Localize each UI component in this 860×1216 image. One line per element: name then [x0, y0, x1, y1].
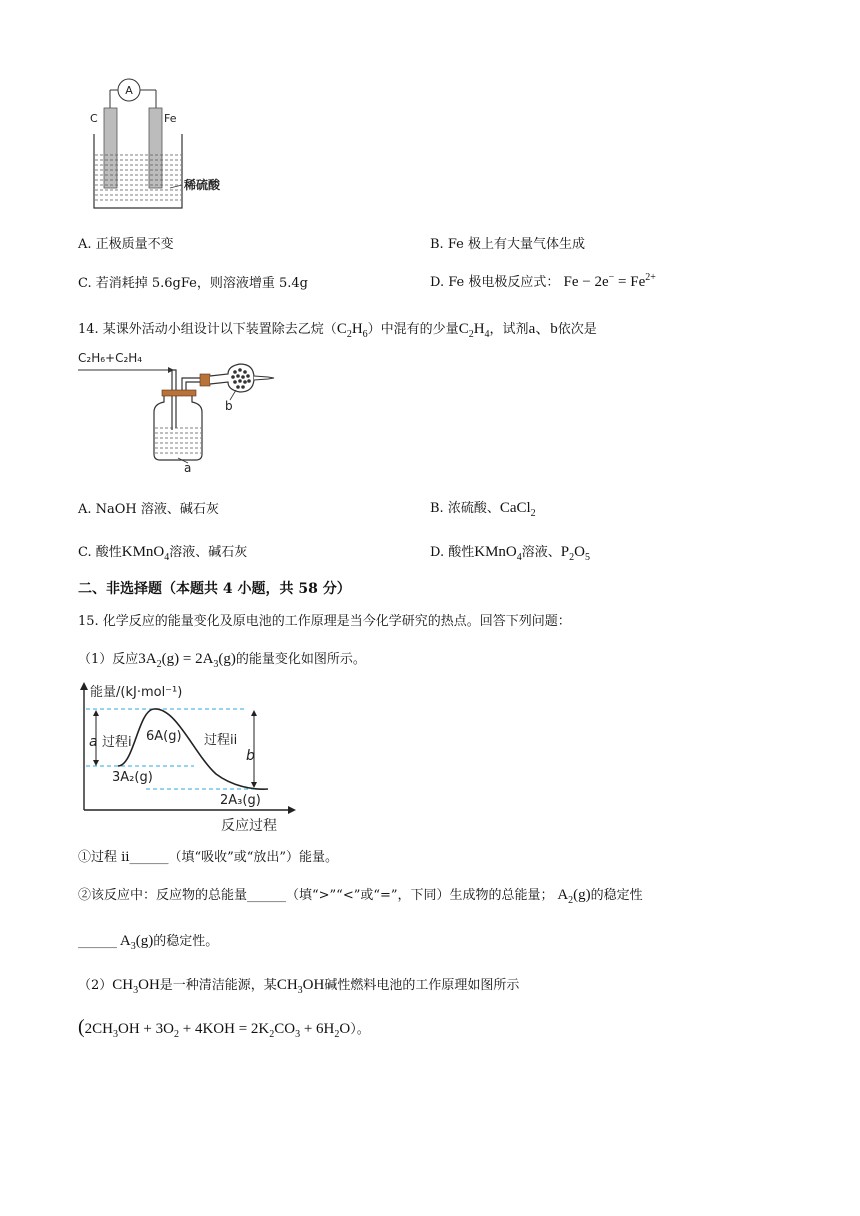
a3-formula: $A_3(g)$	[117, 933, 154, 952]
q13-option-d-prefix: D. Fe 极电极反应式：	[430, 275, 560, 290]
q14-stem-part1: 14. 某课外活动小组设计以下装置除去乙烷（	[78, 322, 337, 337]
q14-option-d-suffix: 溶液、	[521, 545, 561, 560]
section-heading: 二、非选择题（本题共 4 小题，共 58 分）	[78, 581, 351, 597]
reagent-a-liquid	[155, 428, 201, 453]
answer-blank: ______	[78, 934, 117, 949]
ethylene-formula: $C_2H_4$	[458, 321, 490, 340]
product-species-label: 2A₃(g)	[220, 793, 261, 808]
reagent-a-label: a	[184, 461, 192, 475]
q14-reagents: a、b	[528, 321, 558, 337]
q15-part1-intro	[78, 648, 366, 670]
reagent-b-label: b	[225, 399, 233, 413]
q14-stem-part2: ）中混有的少量	[367, 322, 459, 337]
ethane-formula: $C_2H_6$	[336, 321, 368, 340]
energy-b-label: b	[246, 748, 255, 764]
a2-formula: $A_2(g)$	[553, 887, 591, 906]
equation-close: ）。	[350, 1022, 370, 1037]
carbon-electrode	[104, 108, 117, 188]
q14-option-c-suffix: 溶液、碱石灰	[169, 545, 248, 560]
q14-option-b-prefix: B. 浓硫酸、	[430, 501, 500, 516]
energy-a-label: a	[89, 734, 98, 750]
q14-option-d	[430, 541, 590, 563]
kmno4-formula: KMnO$_4$	[474, 544, 522, 563]
q15-subquestion-2-line2-suffix: 的稳定性。	[153, 934, 219, 949]
equation-open-paren: (	[78, 1016, 85, 1038]
q15-subquestion-1: ①过程 ii______（填“吸收”或“放出”）能量。	[78, 850, 339, 865]
kmno4-formula: KMnO$_4$	[121, 544, 170, 563]
stopper	[162, 390, 196, 396]
iron-electrode-label: Fe	[164, 112, 177, 125]
fuel-cell-equation	[78, 1016, 370, 1040]
fuel-cell-overall-equation: $2CH_3OH + 3O_2 + 4KOH = 2K_2CO_3 + 6H_2O$	[84, 1021, 351, 1040]
y-axis-label: 能量/(kJ·mol⁻¹)	[90, 685, 183, 700]
fe-half-reaction-formula: $Fe - 2e^- = Fe^{2+}$	[563, 272, 656, 290]
q14-option-c-prefix: C. 酸性	[78, 545, 122, 560]
galvanic-cell-diagram	[82, 76, 252, 216]
process-ii-label: 过程ii	[204, 733, 238, 748]
q14-option-a: A. NaOH 溶液、碱石灰	[78, 502, 219, 517]
gas-mixture-label: C₂H₆+C₂H₄	[78, 351, 143, 365]
q13-option-c: C. 若消耗掉 5.6gFe，则溶液增重 5.4g	[78, 276, 309, 291]
q14-option-b	[430, 497, 536, 519]
q14-stem-part3: ，试剂	[489, 322, 529, 337]
q13-option-d	[430, 271, 656, 291]
q15-subquestion-2-part2: 的稳定性	[590, 888, 643, 903]
q15-part1-prefix: （1）反应	[78, 652, 139, 667]
q14-option-c	[78, 541, 247, 563]
q15-part1-suffix: 的能量变化如图所示。	[235, 652, 366, 667]
q13-option-b: B. Fe 极上有大量气体生成	[430, 237, 585, 252]
x-axis-label: 反应过程	[221, 818, 277, 834]
q15-subquestion-2	[78, 884, 643, 906]
energy-profile-diagram	[76, 680, 306, 838]
q14-stem	[78, 317, 597, 340]
carbon-electrode-label: C	[90, 112, 98, 125]
q15-stem: 15. 化学反应的能量变化及原电池的工作原理是当今化学研究的热点。回答下列问题：	[78, 614, 571, 629]
q13-option-a: A. 正极质量不变	[78, 237, 174, 252]
p2o5-formula: $P_2O_5$	[560, 544, 590, 563]
q15-part2-prefix: （2）	[78, 978, 113, 993]
reaction-equation: $3A_2(g) = 2A_3(g)$	[138, 651, 236, 670]
peak-species-label: 6A(g)	[146, 729, 182, 744]
q15-part2-intro	[78, 974, 519, 996]
gas-purification-apparatus	[78, 350, 288, 475]
reactant-species-label: 3A₂(g)	[112, 770, 153, 785]
solution-label: 稀硫酸	[184, 178, 221, 192]
q14-option-d-prefix: D. 酸性	[430, 545, 475, 560]
methanol-formula: $CH_3OH$	[112, 977, 160, 996]
iron-electrode	[149, 108, 162, 188]
q15-subquestion-2-part1: ②该反应中：反应物的总能量______（填“>”“<”或“=”，下同）生成物的总能量；	[78, 888, 554, 903]
q14-stem-part4: 依次是	[557, 322, 597, 337]
q15-subquestion-2-line2	[78, 930, 218, 952]
q15-part2-mid: 是一种清洁能源，某	[159, 978, 277, 993]
ammeter-label: A	[125, 84, 133, 97]
q15-part2-suffix: 碱性燃料电池的工作原理如图所示	[324, 978, 520, 993]
cacl2-formula: CaCl$_2$	[499, 500, 536, 519]
methanol-formula: $CH_3OH$	[276, 977, 325, 996]
process-i-label: 过程i	[102, 735, 132, 750]
